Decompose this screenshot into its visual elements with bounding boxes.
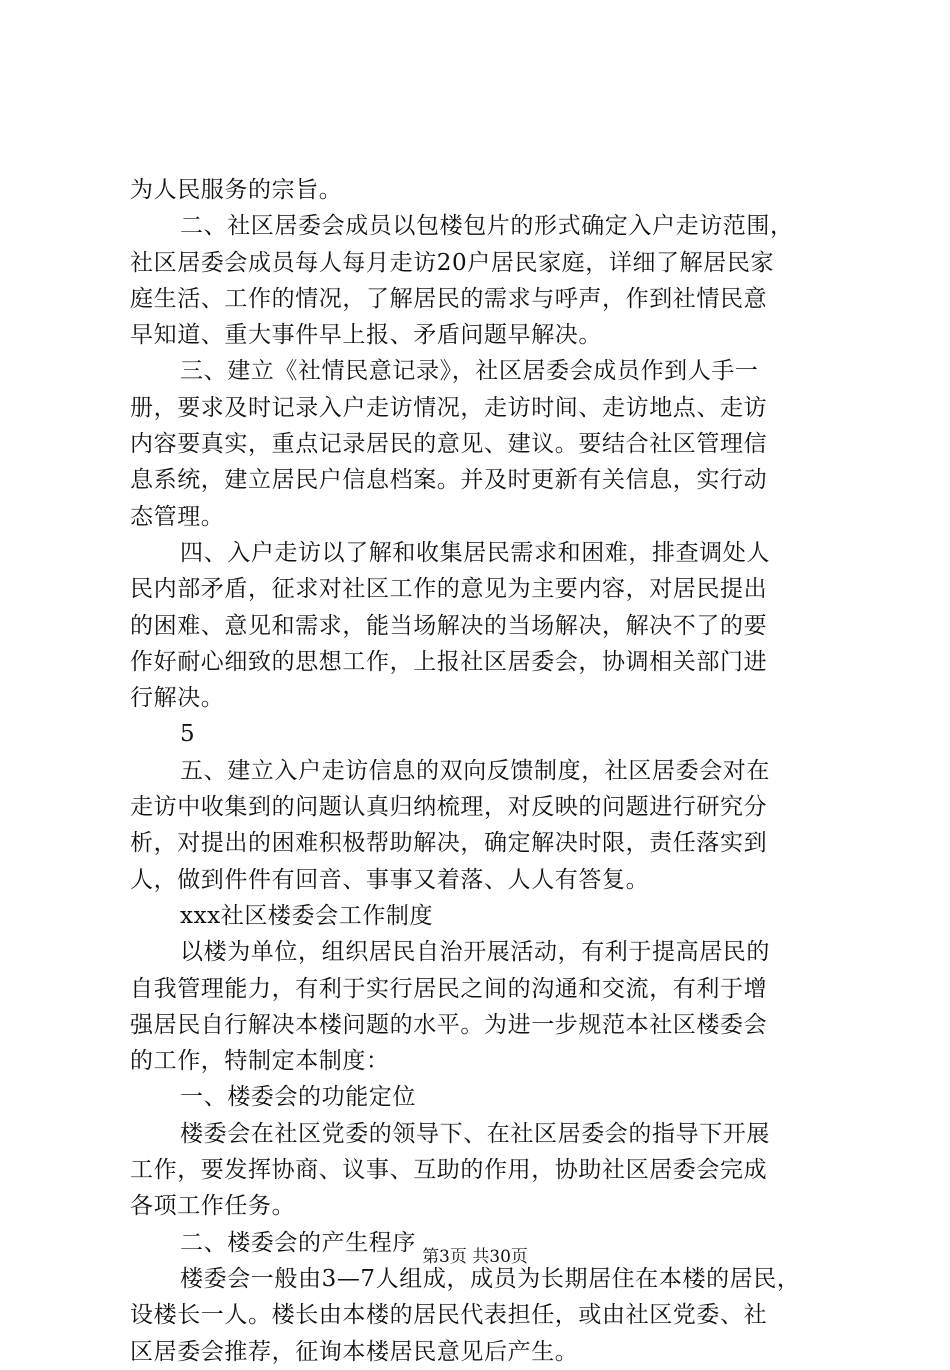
text-line: 各项工作任务。: [130, 1193, 296, 1220]
text-line: xxx社区楼委会工作制度: [180, 902, 434, 929]
text-line: 走访中收集到的问题认真归纳梳理，对反映的问题进行研究分: [130, 794, 768, 821]
text-line: 庭生活、工作的情况，了解居民的需求与呼声，作到社情民意: [130, 285, 768, 312]
text-line: 自我管理能力，有利于实行居民之间的沟通和交流，有利于增: [130, 975, 768, 1002]
text-line: 以楼为单位，组织居民自治开展活动，有利于提高居民的: [180, 939, 770, 966]
text-line: 册，要求及时记录入户走访情况，走访时间、走访地点、走访: [130, 394, 768, 421]
text-line: 的工作，特制定本制度：: [130, 1048, 390, 1075]
text-line: 析，对提出的困难积极帮助解决，确定解决时限，责任落实到: [130, 830, 768, 857]
text-line: 楼委会在社区党委的领导下、在社区居委会的指导下开展: [180, 1120, 770, 1147]
text-line: 二、社区居委会成员以包楼包片的形式确定入户走访范围，: [180, 213, 794, 240]
text-line: 三、建立《社情民意记录》，社区居委会成员作到人手一: [180, 358, 759, 385]
text-line: 5: [180, 721, 196, 748]
text-line: 工作，要发挥协商、议事、互助的作用，协助社区居委会完成: [130, 1157, 768, 1184]
page-footer: 第3页 共30页: [422, 1247, 528, 1267]
text-line: 民内部矛盾，征求对社区工作的意见为主要内容，对居民提出: [130, 576, 768, 603]
text-line: 息系统，建立居民户信息档案。并及时更新有关信息，实行动: [130, 467, 768, 494]
text-line: 为人民服务的宗旨。: [130, 177, 343, 203]
text-line: 区居委会推荐，征询本楼居民意见后产生。: [130, 1338, 579, 1365]
text-line: 设楼长一人。楼长由本楼的居民代表担任，或由社区党委、社: [130, 1302, 768, 1329]
text-line: 一、楼委会的功能定位: [180, 1084, 416, 1111]
text-line: 强居民自行解决本楼问题的水平。为进一步规范本社区楼委会: [130, 1011, 768, 1038]
text-line: 内容要真实，重点记录居民的意见、建议。要结合社区管理信: [130, 431, 768, 458]
text-line: 行解决。: [130, 685, 225, 712]
text-line: 四、入户走访以了解和收集居民需求和困难，排查调处人: [180, 539, 770, 566]
text-line: 二、楼委会的产生程序: [180, 1229, 416, 1256]
text-line: 社区居委会成员每人每月走访20户居民家庭，详细了解居民家: [130, 249, 775, 276]
text-line: 楼委会一般由3—7人组成，成员为长期居住在本楼的居民，: [180, 1265, 801, 1292]
text-line: 态管理。: [130, 503, 225, 530]
text-line: 早知道、重大事件早上报、矛盾问题早解决。: [130, 322, 602, 349]
text-line: 五、建立入户走访信息的双向反馈制度，社区居委会对在: [180, 757, 770, 784]
text-line: 作好耐心细致的思想工作，上报社区居委会，协调相关部门进: [130, 648, 768, 675]
text-line: 人，做到件件有回音、事事又着落、人人有答复。: [130, 866, 650, 893]
text-line: 的困难、意见和需求，能当场解决的当场解决，解决不了的要: [130, 612, 768, 639]
document-body: [130, 172, 836, 1370]
